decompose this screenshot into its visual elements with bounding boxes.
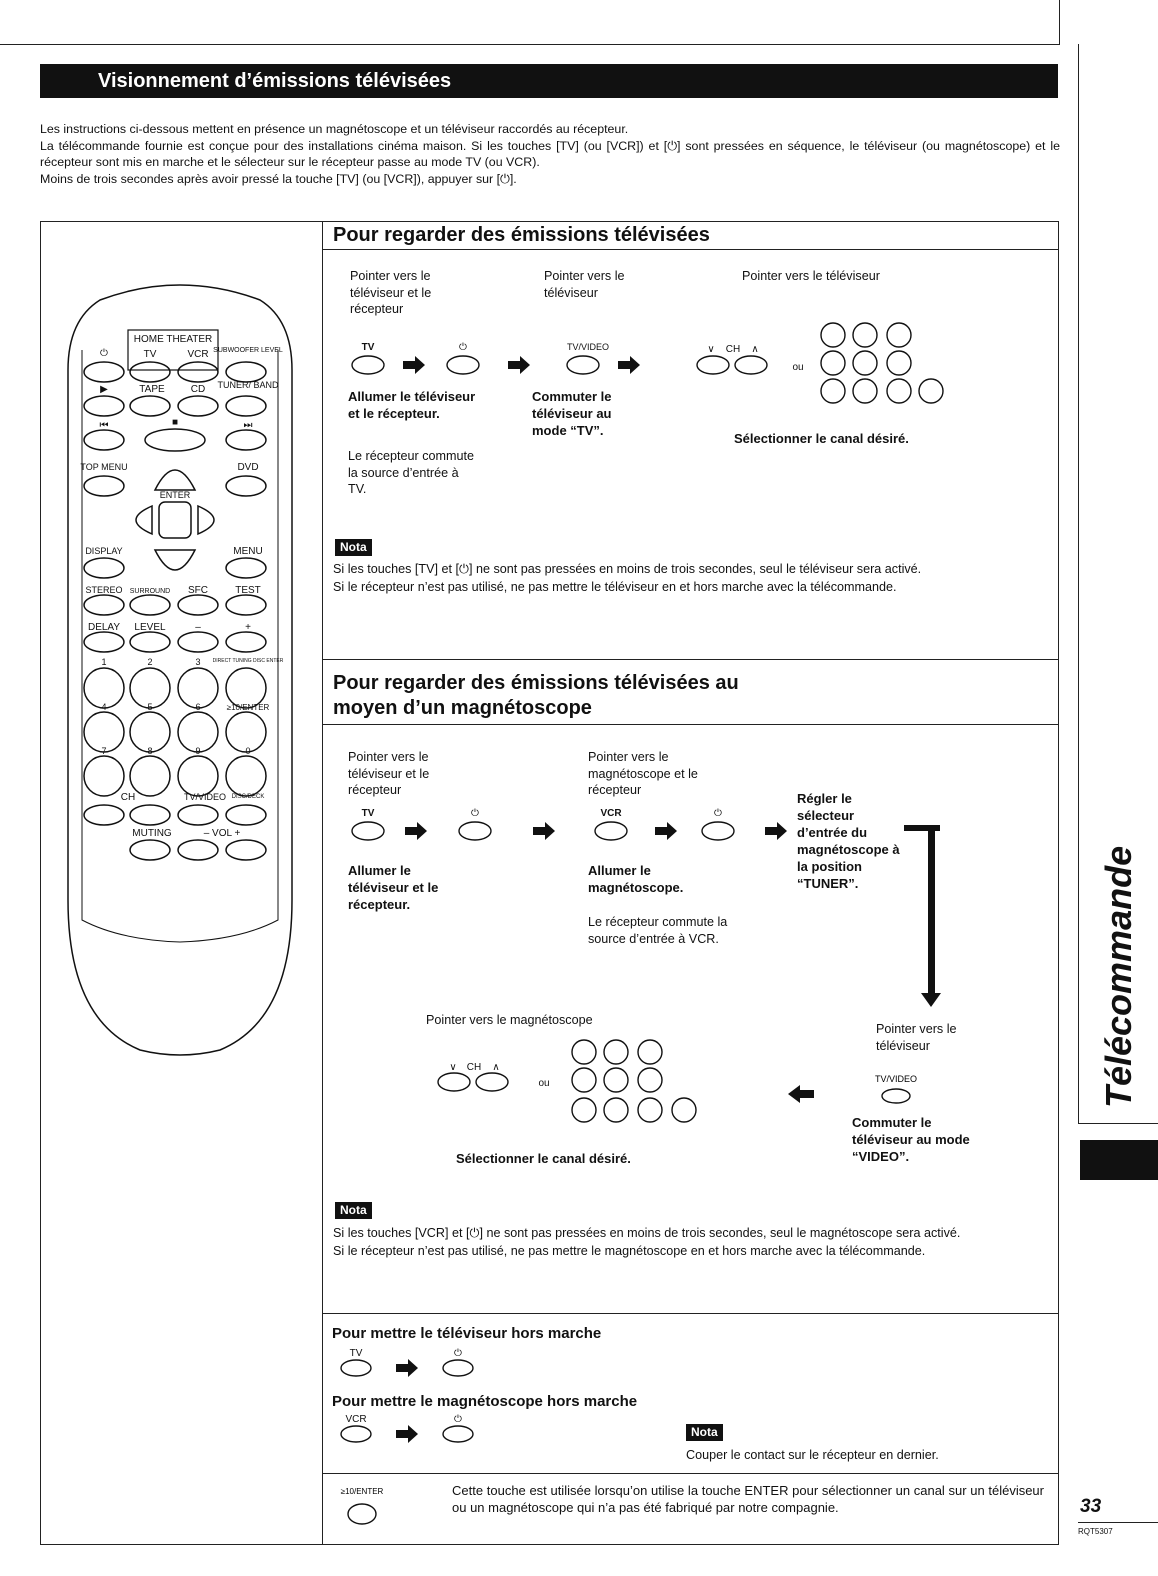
remote-label-n4: 4 [101,702,107,712]
remote-label-tuner: TUNER/ BAND [217,380,279,390]
off-tv-title: Pour mettre le téléviseur hors marche [332,1325,602,1342]
svg-text:∧: ∧ [492,1062,500,1073]
svg-text:▶: ▶ [100,384,108,395]
doc-code: RQT5307 [1078,1527,1113,1536]
remote-label-n5: 5 [147,702,153,712]
sec2-nota-body [333,1225,1040,1260]
sec1-point2: Pointer vers le téléviseur [544,269,625,300]
sec1-step1-text: Le récepteur commute la source d’entrée à TV. [348,449,474,496]
sec2-nota-line2: Si le récepteur n’est pas utilisé, ne pas mettre le magnétoscope en et hors marche avec la télécommande. [333,1243,926,1258]
remote-label-tvvideo: TV/VIDEO [183,792,227,802]
enter-note-text: Cette touche est utilisée lorsqu’on utilise la touche ENTER pour sélectionner un canal sur un téléviseur ou un magnétoscope qui n’a pas été fabriqué par notre compagnie. [452,1483,1044,1515]
sec2-title-line1: Pour regarder des émissions télévisées au [333,672,739,694]
remote-label-minus: – [195,622,201,633]
sec1-ch-label: CH [725,344,741,355]
remote-label-n6: 6 [195,702,201,712]
remote-label-home-theater: HOME THEATER [133,334,213,345]
sec1-nota-badge: Nota [335,539,372,556]
remote-label-cd: CD [190,384,206,395]
intro-text [40,121,1060,187]
remote-label-plus: + [245,622,251,633]
off-section-rule [322,1313,1059,1314]
remote-label-vcr: VCR [187,349,209,360]
side-rule-bottom [1078,1123,1158,1124]
svg-text:∧: ∧ [751,344,759,355]
sec2-ch-label: CH [466,1062,482,1073]
page-title: Visionnement d’émissions télévisées [40,64,1058,98]
sec2-top-rule [322,659,1059,660]
remote-label-n8: 8 [147,746,153,756]
remote-label-muting: MUTING [132,828,172,839]
svg-text:⏻: ⏻ [459,342,467,353]
sec1-step1-bold: Allumer le téléviseur et le récepteur. [348,389,476,421]
sec1-title-rule [322,249,1059,250]
remote-label-n3: 3 [195,657,201,667]
svg-text:⏻: ⏻ [714,808,722,819]
remote-label-direct-tuning: DIRECT TUNING DISC ENTER [212,658,284,664]
svg-text:■: ■ [171,417,179,428]
off-btn-vcr: VCR [345,1414,367,1425]
sec2-step1-bold: Allumer le téléviseur et le récepteur. [348,863,439,912]
sec1-btn-tvvideo: TV/VIDEO [566,342,610,352]
remote-power-glyph: ⏻ [100,348,108,359]
remote-label-ch: CH [120,792,136,803]
sec1-nota-line2: Si le récepteur n’est pas utilisé, ne pas mettre le téléviseur en et hors marche avec la télécommande. [333,579,897,594]
sec2-channel-diagram [436,1038,756,1148]
sec1-point3: Pointer vers le téléviseur [742,269,880,283]
svg-text:⏭: ⏭ [243,420,253,431]
remote-label-n7: 7 [101,746,107,756]
sec2-step5-bold: Commuter le téléviseur au mode “VIDEO”. [852,1115,970,1164]
svg-text:∨: ∨ [449,1062,457,1073]
top-right-rule [1059,0,1060,45]
remote-label-surround: SURROUND [129,588,171,595]
sec2-button-diagram-1 [333,805,793,855]
sec2-step2-bold: Allumer le magnétoscope. [588,863,684,895]
side-tab-block [1080,1140,1158,1180]
remote-label-n0: 0 [245,746,251,756]
side-rule [1078,44,1079,1124]
svg-text:⏻: ⏻ [471,808,479,819]
flow-arrow-vertical [928,825,935,995]
sec2-title-line2: moyen d’un magnétoscope [333,697,592,719]
remote-label-test: TEST [235,585,261,596]
off-nota-text: Couper le contact sur le récepteur en dernier. [686,1448,939,1462]
remote-label-display: DISPLAY [85,546,123,556]
remote-outline [68,285,292,1055]
remote-label-stereo: STEREO [85,585,123,595]
off-nota-badge: Nota [686,1424,723,1441]
remote-label-level: LEVEL [134,622,166,633]
sec2-btn-tv: TV [361,808,375,819]
off-vcr-title: Pour mettre le magnétoscope hors marche [332,1393,638,1410]
sec2-point2: Pointer vers le magnétoscope et le récepteur [588,750,698,797]
remote-label-subwoofer: SUBWOOFER LEVEL [213,347,283,354]
sec1-nota-line1: Si les touches [TV] et [⏻] ne sont pas pressées en moins de trois secondes, seul le téléviseur sera activé. [333,562,922,576]
sec1-step3-bold: Sélectionner le canal désiré. [734,431,909,446]
sec1-btn-tv: TV [361,342,375,353]
side-tab-label: Télécommande [1098,845,1139,1108]
sec2-tvvideo-button [866,1068,926,1108]
remote-label-vol: – VOL + [203,828,241,839]
svg-text:∨: ∨ [707,344,715,355]
svg-text:⏻: ⏻ [454,1414,462,1425]
sec2-btn-vcr: VCR [600,808,622,819]
intro-line-2: La télécommande fournie est conçue pour des installations cinéma maison. Si les touches [TV] (ou [VCR]) et [⏻] sont pressées en séquence, le téléviseur (ou magnétoscope) et le récepteur sont mis en marche et le sélecteur sur le récepteur passe au mode TV (ou VCR). [40,138,1060,169]
column-divider [322,221,323,1545]
sec1-point1: Pointer vers le téléviseur et le récepteur [350,269,432,316]
enter-note-rule [322,1473,1059,1474]
sec2-btn-tvvideo: TV/VIDEO [874,1074,918,1084]
sec1-ou: ou [792,362,804,373]
off-vcr-buttons [340,1410,500,1450]
sec2-nota-line1: Si les touches [VCR] et [⏻] ne sont pas pressées en moins de trois secondes, seul le magnétoscope sera activé. [333,1226,961,1240]
sec2-point4: Pointer vers le magnétoscope [426,1013,593,1027]
sec2-step4-bold: Sélectionner le canal désiré. [456,1151,631,1166]
page-number: 33 [1080,1496,1102,1517]
sec1-step2-bold: Commuter le téléviseur au mode “TV”. [532,389,612,438]
top-rule [0,44,1060,45]
page-number-rule [1078,1522,1158,1523]
remote-label-ten-enter: ≥10/ENTER [226,703,270,712]
sec1-title: Pour regarder des émissions télévisées [333,224,710,246]
remote-label-n1: 1 [101,657,107,667]
back-arrow [788,1085,814,1103]
sec2-title-rule [322,724,1059,725]
remote-label-sfc: SFC [188,585,208,596]
svg-text:⏮: ⏮ [99,420,109,431]
enter-note-button [336,1484,406,1534]
sec2-step2-text: Le récepteur commute la source d’entrée à VCR. [588,915,728,946]
sec2-point1: Pointer vers le téléviseur et le récepteur [348,750,430,797]
off-btn-tv: TV [349,1348,363,1359]
intro-line-3: Moins de trois secondes après avoir pressé la touche [TV] (ou [VCR]), appuyer sur [⏻]. [40,171,517,186]
remote-label-delay: DELAY [87,622,121,633]
sec2-nota-badge: Nota [335,1202,372,1219]
remote-label-tv: TV [143,349,157,360]
sec2-point5: Pointer vers le téléviseur [876,1022,957,1053]
remote-label-disc-deck: DISC/DECK [231,794,265,800]
remote-control-illustration [60,280,300,1070]
remote-label-top-menu: TOP MENU [80,462,128,472]
off-tv-buttons [340,1344,500,1384]
sec2-step3-bold: Régler le sélecteur d’entrée du magnétoscope à la position “TUNER”. [797,791,900,891]
remote-label-n9: 9 [195,746,201,756]
remote-label-dvd: DVD [237,462,259,473]
flow-arrow-head [921,993,941,1007]
svg-text:⏻: ⏻ [454,1348,462,1359]
sec1-nota-body [333,561,1040,596]
remote-label-enter: ENTER [159,490,191,500]
remote-label-n2: 2 [147,657,153,667]
intro-line-1: Les instructions ci-dessous mettent en présence un magnétoscope et un téléviseur raccordés au récepteur. [40,122,629,136]
enter-note-btn-label: ≥10/ENTER [340,1487,384,1496]
sec2-ou: ou [538,1078,550,1089]
remote-label-menu: MENU [233,546,263,557]
remote-label-tape: TAPE [139,384,165,395]
